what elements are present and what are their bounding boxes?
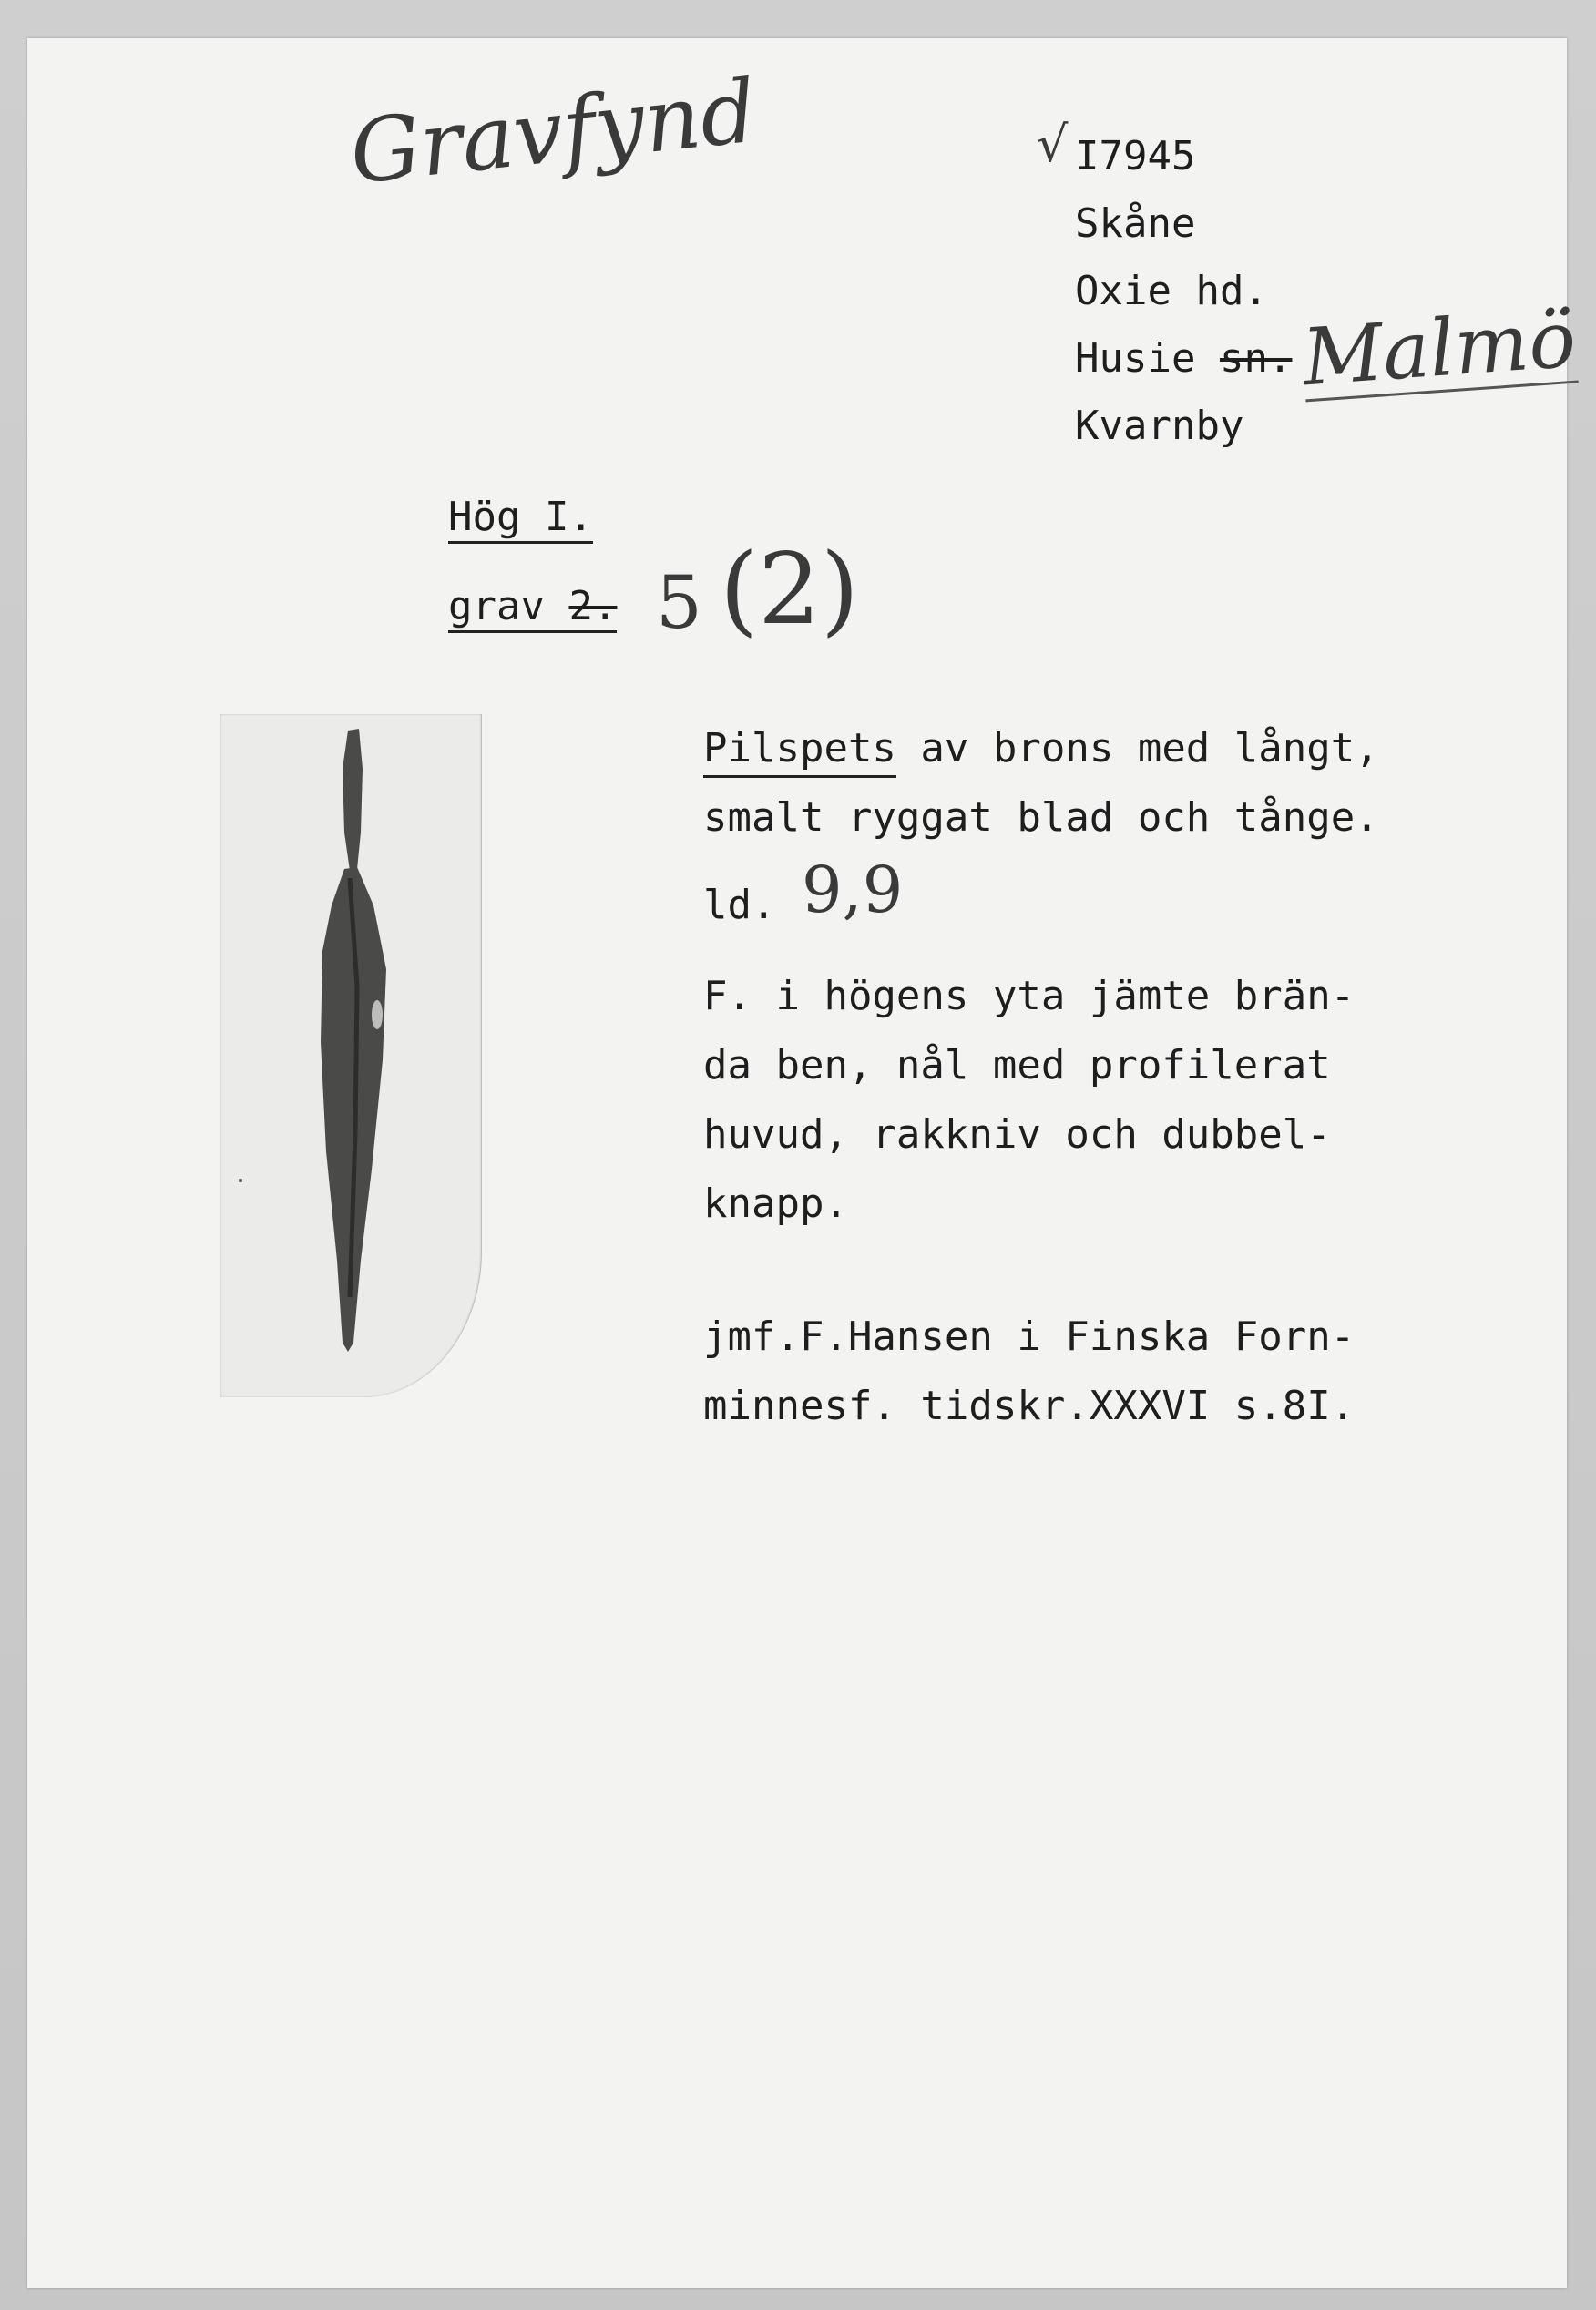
description-line-1 — [703, 725, 1379, 772]
catalog-card — [27, 38, 1580, 2288]
find-context-line-4: knapp. — [703, 1181, 848, 1227]
arrowhead-image — [220, 714, 481, 1397]
parish-struck: sn. — [1219, 335, 1293, 382]
grave-line — [448, 583, 618, 633]
find-context-line-2: da ben, nål med profilerat — [703, 1042, 1331, 1089]
hundred: Oxie hd. — [1075, 268, 1268, 314]
parish: Husie — [1075, 335, 1196, 382]
handwritten-length: 9,9 — [802, 853, 904, 927]
find-context-line-1: F. i högens yta jämte brän- — [703, 973, 1356, 1019]
description-rest: av brons med långt, — [895, 725, 1379, 772]
description-line-2: smalt ryggat blad och tånge. — [703, 794, 1379, 841]
object-name: Pilspets — [703, 725, 896, 778]
site: Kvarnby — [1075, 403, 1244, 449]
handwritten-grave-alt: (2) — [720, 533, 859, 647]
artifact-photo — [220, 714, 482, 1397]
grave-struck-number: 2. — [568, 583, 618, 629]
dust-speck — [239, 1179, 242, 1182]
mound: Hög I. — [448, 497, 593, 544]
handwritten-grave-number: 5 — [656, 560, 702, 645]
handwritten-municipality: Malmö — [1299, 293, 1580, 404]
reference-line-1: jmf.F.Hansen i Finska Forn- — [703, 1313, 1356, 1360]
handwritten-heading: Gravfynd — [345, 59, 762, 204]
check-mark: √ — [1037, 116, 1069, 173]
inventory-number: I7945 — [1075, 133, 1196, 179]
grave-label: grav — [448, 583, 545, 629]
reference-line-2: minnesf. tidskr.XXXVI s.8I. — [703, 1383, 1356, 1429]
province: Skåne — [1075, 200, 1196, 247]
length-label: ld. — [703, 882, 776, 928]
arrowhead-highlight — [372, 1000, 383, 1029]
arrowhead-tang — [343, 729, 363, 871]
parish-line — [1075, 335, 1293, 382]
find-context-line-3: huvud, rakkniv och dubbel- — [703, 1111, 1331, 1158]
